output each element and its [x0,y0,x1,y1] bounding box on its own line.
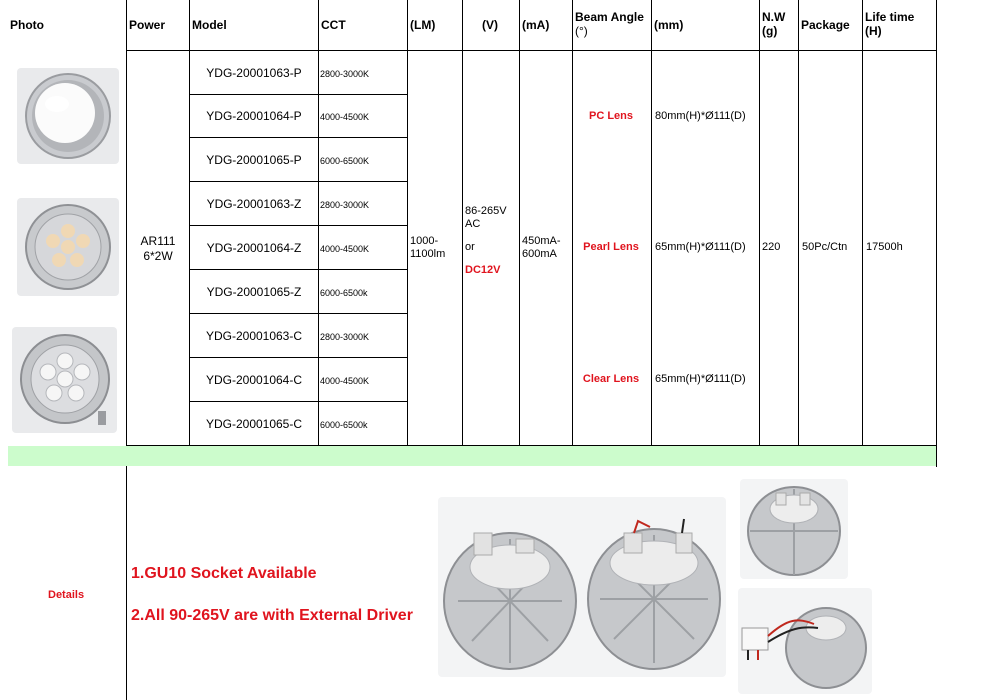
model-cell: YDG-20001065-P [206,153,302,167]
col-border [759,0,760,446]
voltage-line3: or [465,241,475,253]
header-current: (mA) [522,18,550,32]
cct-cell: 6000-6500K [320,156,370,166]
power-type: AR111 [140,234,176,248]
current-value [522,235,561,261]
header-beam-angle-line2: (°) [575,24,588,38]
product-photo-pearl-lens [17,198,119,296]
details-divider [126,466,127,700]
lumen-value [410,235,445,261]
header-lumen: (LM) [410,18,436,32]
header-package: Package [801,18,850,32]
model-cell: YDG-20001064-P [206,109,302,123]
detail-photo-lamp-driver [738,588,872,694]
header-beam-angle-line1: Beam Angle [575,10,644,24]
row-border [189,269,408,270]
model-cell: YDG-20001064-Z [206,241,302,255]
header-photo: Photo [10,18,44,32]
model-cell: YDG-20001063-C [205,329,303,343]
header-model: Model [192,18,227,32]
lens-type-pearl: Pearl Lens [583,241,639,253]
detail-photo-lamps-pair [438,497,726,677]
details-label: Details [48,589,85,601]
header-beam-angle [575,10,644,38]
details-note-socket: 1.GU10 Socket Available [131,565,317,582]
current-line2: 600mA [522,248,557,260]
detail-photo-lamp-back [740,479,848,579]
header-cct: CCT [321,18,346,32]
header-life-time-line1: Life time [865,10,915,24]
row-border [189,137,408,138]
cct-cell: 4000-4500K [320,112,370,122]
dimension-clear: 65mm(H)*Ø111(D) [655,373,746,385]
col-border [407,0,408,446]
row-border [189,401,408,402]
separator-band [8,446,936,466]
header-life-time-line2: (H) [865,24,882,38]
details-note-driver: 2.All 90-265V are with External Driver [131,607,413,624]
col-border [462,0,463,446]
col-border [519,0,520,446]
lumen-line1: 1000- [410,235,439,247]
cct-cell: 2800-3000K [320,200,370,210]
lens-type-clear: Clear Lens [582,373,640,385]
power-value [127,234,189,264]
cct-cell: 2800-3000K [320,332,370,342]
header-net-weight [762,10,785,38]
cct-cell: 2800-3000K [320,69,370,79]
cct-cell: 6000-6500k [320,288,368,298]
model-cell: YDG-20001065-Z [206,285,302,299]
col-border [318,0,319,446]
col-border [798,0,799,446]
model-cell: YDG-20001063-P [206,66,302,80]
row-border [189,181,408,182]
dimension-pearl: 65mm(H)*Ø111(D) [655,241,746,253]
voltage-dc-option: DC12V [465,264,501,276]
voltage-line2: AC [465,218,481,230]
header-voltage: (V) [482,18,498,32]
model-cell: YDG-20001064-C [205,373,303,387]
row-border [189,225,408,226]
voltage-value [465,205,507,277]
dimension-pc: 80mm(H)*Ø111(D) [655,110,746,122]
net-weight-value: 220 [762,241,781,253]
cct-cell: 4000-4500K [320,244,370,254]
row-border [189,357,408,358]
cct-cell: 4000-4500K [320,376,370,386]
col-border [651,0,652,446]
product-photo-pc-lens [17,68,119,164]
header-net-weight-line2: (g) [762,24,778,38]
model-cell: YDG-20001063-Z [206,197,302,211]
header-power: Power [129,18,166,32]
power-wattage: 6*2W [143,249,173,263]
header-life-time [865,10,914,38]
table-top-border [126,50,936,51]
lens-type-pc: PC Lens [588,110,633,122]
package-value: 50Pc/Ctn [802,241,848,253]
row-border [189,94,408,95]
current-line1: 450mA- [522,235,561,247]
model-cell: YDG-20001065-C [205,417,303,431]
cct-cell: 6000-6500k [320,420,368,430]
lumen-line2: 1100lm [410,248,446,260]
header-dimension: (mm) [654,18,684,32]
col-border [862,0,863,446]
voltage-line1: 86-265V [465,205,507,217]
product-photo-clear-lens [12,327,117,433]
header-net-weight-line1: N.W [762,10,786,24]
col-border [936,0,937,467]
life-time-value: 17500h [866,241,903,253]
col-border [126,0,127,446]
row-border [189,313,408,314]
